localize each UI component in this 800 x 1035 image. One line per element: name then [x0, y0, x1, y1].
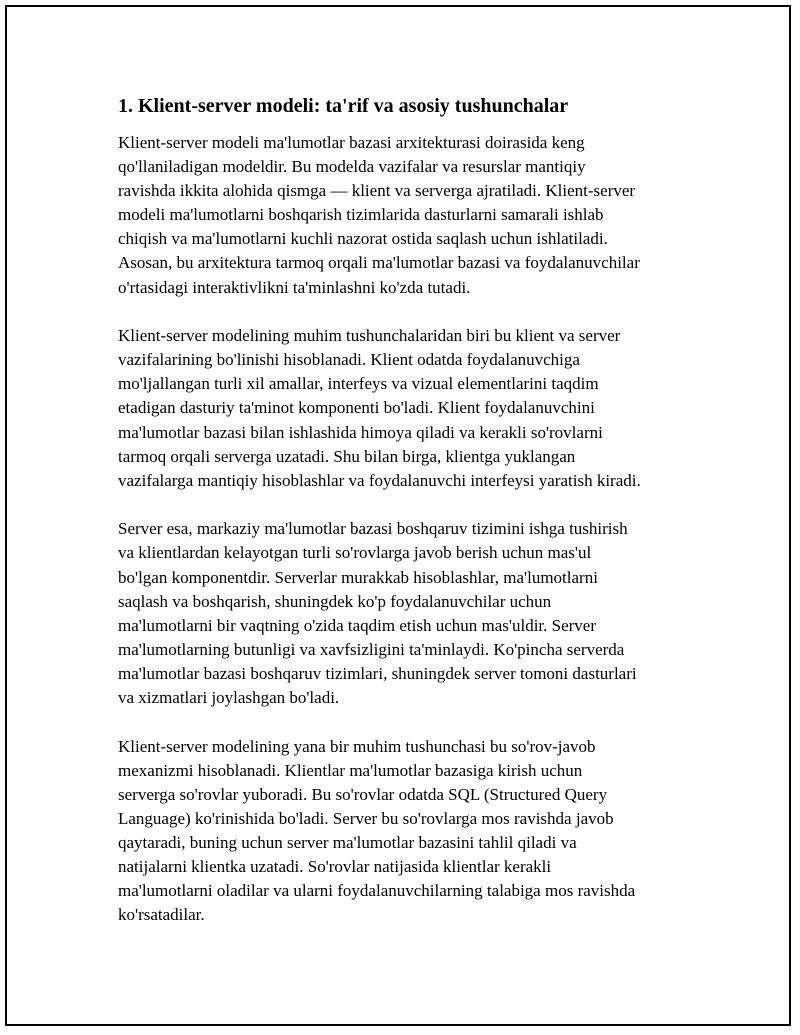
text-line: ma'lumotlar bazasi bilan ishlashida himoya qiladi va kerakli so'rovlarni [118, 422, 603, 442]
text-line: ko'rsatadilar. [118, 905, 205, 925]
text-line: etadigan dasturiy ta'minot komponenti bo'ladi. Klient foydalanuvchini [118, 398, 595, 418]
text-line: modeli ma'lumotlarni boshqarish tizimlarida dasturlarni samarali ishlab [118, 205, 604, 225]
paragraph-2 [118, 324, 688, 493]
text-line: Klient-server modelining yana bir muhim tushunchasi bu so'rov-javob [118, 736, 596, 756]
text-line: ma'lumotlar bazasi boshqaruv tizimlari, shuningdek server tomoni dasturlari [118, 663, 637, 683]
text-line: tarmoq orqali serverga uzatadi. Shu bilan birga, klientga yuklangan [118, 446, 576, 466]
text-line: vazifalarga mantiqiy hisoblashlar va foydalanuvchi interfeysi yaratish kiradi. [118, 470, 641, 490]
text-line: serverga so'rovlar yuboradi. Bu so'rovlar odatda SQL (Structured Query [118, 784, 608, 804]
text-line: Klient-server modeli ma'lumotlar bazasi arxitekturasi doirasida keng [118, 133, 585, 152]
text-line: ma'lumotlarni bir vaqtning o'zida taqdim etish uchun mas'uldir. Server [118, 615, 597, 635]
text-line: qo'llaniladigan modeldir. Bu modelda vazifalar va resurslar mantiqiy [118, 157, 586, 177]
text-line: Klient-server modelining muhim tushunchalaridan biri bu klient va server [118, 326, 621, 346]
document-body [118, 94, 688, 952]
text-line: natijalarni klientka uzatadi. So'rovlar natijasida klientlar kerakli [118, 857, 552, 877]
text-line: Server esa, markaziy ma'lumotlar bazasi boshqaruv tizimini ishga tushirish [118, 519, 628, 539]
text-line: Asosan, bu arxitektura tarmoq orqali ma'lumotlar bazasi va foydalanuvchilar [118, 253, 640, 273]
paragraph-4 [118, 735, 688, 928]
text-line: vazifalarining bo'linishi hisoblanadi. Klient odatda foydalanuvchiga [118, 350, 580, 370]
text-line: qaytaradi, buning uchun server ma'lumotlar bazasini tahlil qiladi va [118, 832, 577, 852]
text-line: bo'lgan komponentdir. Serverlar murakkab hisoblashlar, ma'lumotlarni [118, 567, 598, 587]
paragraph-3 [118, 517, 688, 710]
text-line: o'rtasidagi interaktivlikni ta'minlashni ko'zda tutadi. [118, 277, 471, 297]
text-line: Language) ko'rinishida bo'ladi. Server bu so'rovlarga mos ravishda javob [118, 808, 614, 828]
text-line: va xizmatlari joylashgan bo'ladi. [118, 687, 340, 707]
text-line: ma'lumotlarni oladilar va ularni foydalanuvchilarning talabiga mos ravishda [118, 881, 636, 901]
section-heading: 1. Klient-server modeli: ta'rif va asosiy tushunchalar [118, 95, 569, 117]
text-line: ma'lumotlarning butunligi va xavfsizligini ta'minlaydi. Ko'pincha serverda [118, 639, 625, 659]
text-line: saqlash va boshqarish, shuningdek ko'p foydalanuvchilar uchun [118, 591, 552, 611]
paragraph-1 [118, 131, 688, 300]
text-line: chiqish va ma'lumotlarni kuchli nazorat ostida saqlash uchun ishlatiladi. [118, 229, 608, 249]
text-line: ravishda ikkita alohida qismga — klient va serverga ajratiladi. Klient-server [118, 181, 636, 201]
text-line: va klientlardan kelayotgan turli so'rovlarga javob berish uchun mas'ul [118, 543, 592, 563]
text-line: mexanizmi hisoblanadi. Klientlar ma'lumotlar bazasiga kirish uchun [118, 760, 583, 780]
text-line: mo'ljallangan turli xil amallar, interfeys va vizual elementlarini taqdim [118, 374, 599, 394]
